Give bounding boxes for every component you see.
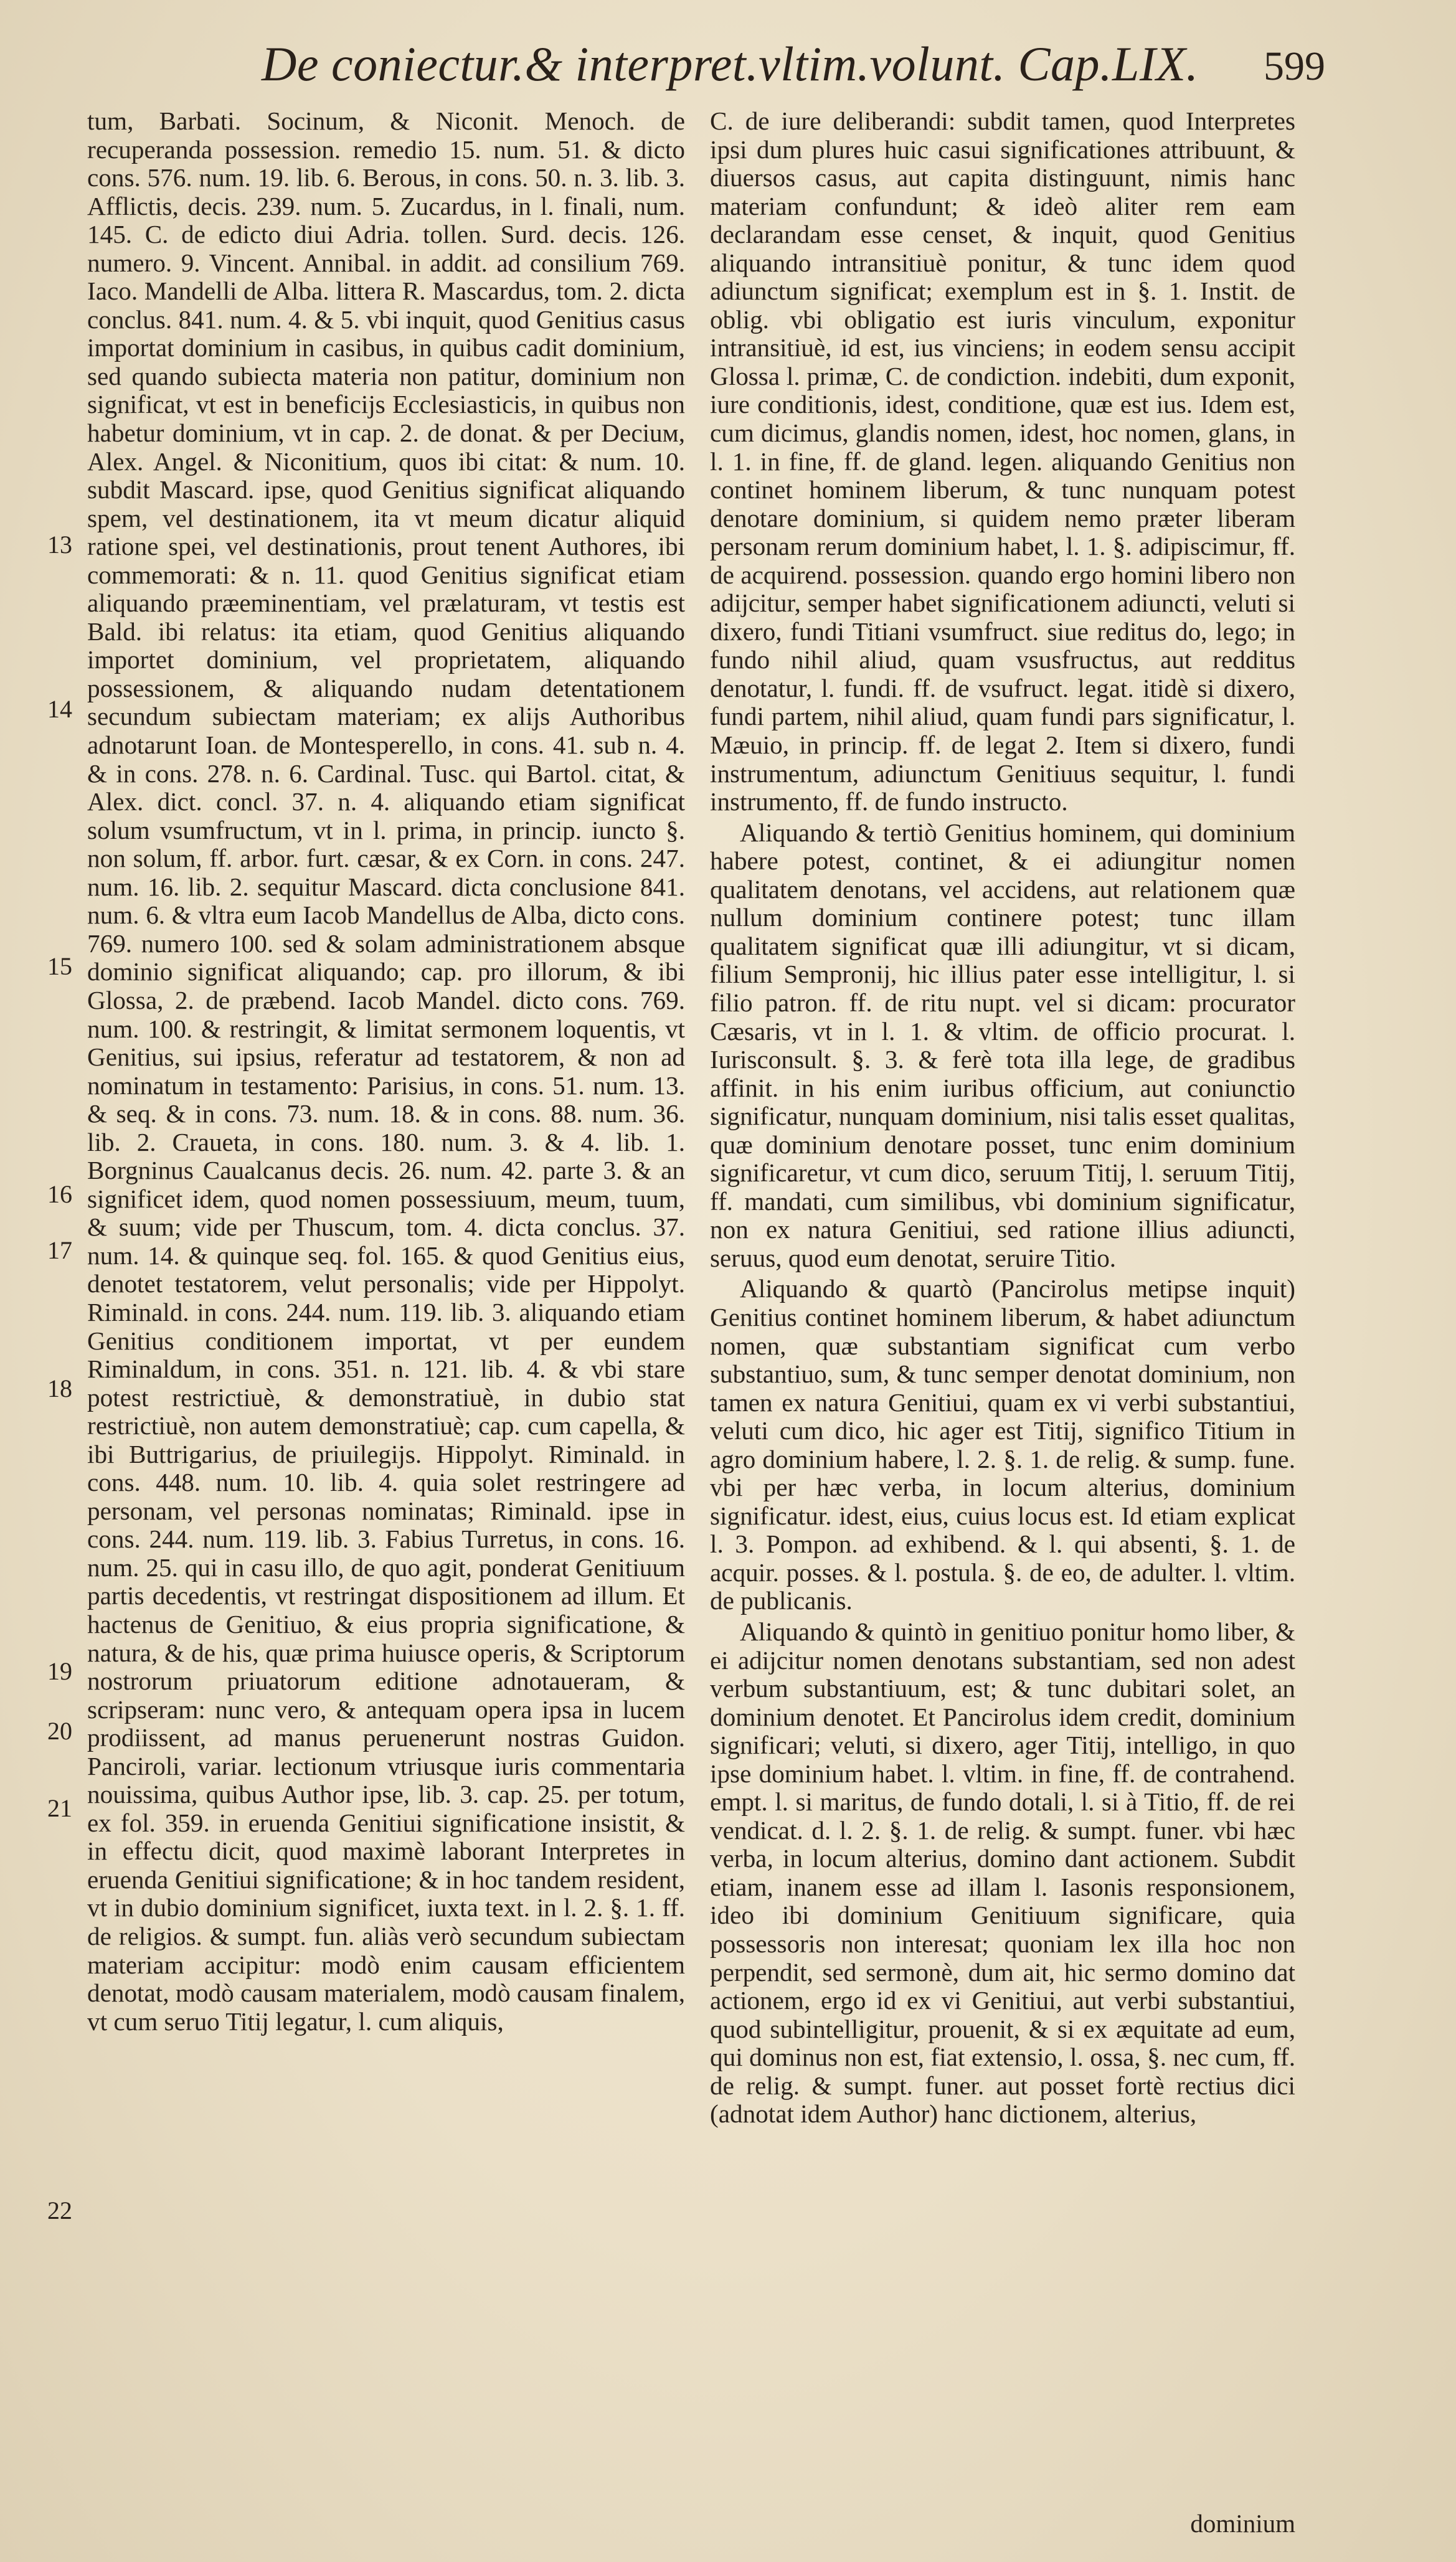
margin-number: 22 xyxy=(47,2196,72,2224)
paragraph: Aliquando & quartò (Pancirolus metipse inquit) Genitius continet hominem liberum, & habet adiunctum nomen, quæ substantiam significat cum verbo substantiuo, sum, & tunc semper denotat dominium, non tamen ex natura Genitiui, quam ex vi verbi substantiui, veluti cum dico, hic ager est Titij, significo Titium in agro dominium habere, l. 2. §. 1. de relig. & sump. fune. vbi per hæc verba, in locum alterius, dominium significatur. idest, eius, cuius locus est. Id etiam explicat l. 3. Pompon. ad exhibend. & l. qui absenti, §. 1. de acquir. posses. & l. postula. §. de eo, de adulter. l. vltim. de publicanis. xyxy=(710,1274,1295,1615)
right-column xyxy=(710,107,1295,2536)
margin-number: 20 xyxy=(47,1717,72,1745)
margin-number: 17 xyxy=(47,1236,72,1264)
margin-number: 15 xyxy=(47,952,72,980)
paragraph: C. de iure deliberandi: subdit tamen, quod Interpretes ipsi dum plures huic casui significationes attribuunt, & diuersos casus, aut capita distinguunt, nimis hanc materiam confundunt; & ideò aliter rem eam declarandam esse censet, & inquit, quod Genitius aliquando intransitiuè ponitur, & tunc idem quod adiunctum significat; exemplum est in §. 1. Instit. de oblig. vbi obligatio est iuris vinculum, exponitur intransitiuè, id est, ius vinciens; in eodem sensu accipit Glossa l. primæ, C. de condiction. indebiti, dum exponit, iure conditionis, idest, conditione, quæ est ius. Idem est, cum dicimus, glandis nomen, idest, hoc nomen, glans, in l. 1. in fine, ff. de gland. legen. aliquando Genitius non continet hominem liberum, & tunc nunquam potest denotare dominium, si quidem nemo præter liberam personam rerum dominium habet, l. 1. §. adipiscimur, ff. de acquirend. possession. quando ergo homini libero non adijcitur, semper habet significationem adiuncti, veluti si dixero, fundi Titiani vsumfruct. siue reditus do, lego; in fundo nihil aliud, quam vsusfructus, aut redditus denotatur, l. fundi. ff. de vsufruct. legat. itidè si dixero, fundi partem, nihil aliud, quam fundi pars significatur, l. Mæuio, in princip. ff. de legat 2. Item si dixero, fundi instrumentum, adiunctum Genitiuus sequitur, l. fundi instrumento, ff. de fundo instructo. xyxy=(710,107,1295,816)
margin-number: 13 xyxy=(47,531,72,559)
page-header xyxy=(262,32,1325,101)
margin-number: 16 xyxy=(47,1180,72,1208)
margin-number: 21 xyxy=(47,1794,72,1822)
margin-number: 19 xyxy=(47,1657,72,1685)
paragraph: Aliquando & quintò in genitiuo ponitur homo liber, & ei adijcitur nomen denotans substantiam, sed non adest verbum substantiuum, est; & tunc dubitari solet, an dominium denotet. Et Pancirolus idem credit, dominium significari; veluti, si dixero, ager Titij, intelligo, in quo ipse dominium habet. l. vltim. in fine, ff. de contrahend. empt. l. si maritus, de fundo dotali, l. si à Titio, ff. de rei vendicat. d. l. 2. §. 1. de relig. & sumpt. funer. vbi hæc verba, in locum alterius, domino dant actionem. Subdit etiam, inanem esse ad illam l. Iasonis responsionem, ideo ibi dominium Genitiuum significare, quia possessoris non interesat; quoniam lex illa hoc non perpendit, sed sermonè, dum ait, hic sermo domino dat actionem, ergo id ex vi Genitiui, aut verbi substantiui, quod subintelligitur, prouenit, & si ex æquitate ad eum, qui dominus non est, fiat extensio, l. ossa, §. nec cum, ff. de relig. & sumpt. funer. aut posset fortè rectius dici (adnotat idem Author) hanc dictionem, alterius, xyxy=(710,1617,1295,2129)
running-title: De coniectur.& interpret.vltim.volunt. Cap.LIX. xyxy=(262,37,1199,91)
page-number: 599 xyxy=(1264,44,1325,89)
paragraph: tum, Barbati. Socinum, & Niconit. Menoch. de recuperanda possession. remedio 15. num. 51. & dicto cons. 576. num. 19. lib. 6. Berous, in cons. 50. n. 3. lib. 3. Afflictis, decis. 239. num. 5. Zucardus, in l. finali, num. 145. C. de edicto diui Adria. tollen. Surd. decis. 126. numero. 9. Vincent. Annibal. in addit. ad consilium 769. Iaco. Mandelli de Alba. littera R. Mascardus, tom. 2. dicta conclus. 841. num. 4. & 5. vbi inquit, quod Genitius casus importat dominium in casibus, in quibus cadit dominium, sed quando subiecta materia non patitur, dominium non significat, vt est in beneficijs Ecclesiasticis, in quibus non habetur dominium, vt in cap. 2. de donat. & per Deciuм, Alex. Angel. & Niconitium, quos ibi citat: & num. 10. subdit Mascard. ipse, quod Genitius significat aliquando spem, vel destinationem, ita vt meum dicatur aliquid ratione spei, vel destinationis, prout tenent Authores, ibi commemorati: & n. 11. quod Genitius significat etiam aliquando præeminentiam, vel prælaturam, vt testis est Bald. ibi relatus: ita etiam, quod Genitius aliquando importet dominium, vel proprietatem, aliquando possessionem, & aliquando nudam detentationem secundum subiectam materiam; ex alijs Authoribus adnotarunt Ioan. de Montesperello, in cons. 41. sub n. 4. & in cons. 278. n. 6. Cardinal. Tusc. qui Bartol. citat, & Alex. dict. concl. 37. n. 4. aliquando etiam significat solum vsumfructum, vt in l. prima, in princip. iuncto §. non solum, ff. arbor. furt. cæsar, & ex Corn. in cons. 247. num. 16. lib. 2. sequitur Mascard. dicta conclusione 841. num. 6. & vltra eum Iacob Mandellus de Alba, dicto cons. 769. numero 100. sed & solam administrationem absque dominio significat aliquando; cap. pro illorum, & ibi Glossa, 2. de præbend. Iacob Mandel. dicto cons. 769. num. 100. & restringit, & limitat sermonem loquentis, vt Genitius, sui ipsius, referatur ad testatorem, & non ad nominatum in testamento: Parisius, in cons. 51. num. 13. & seq. & in cons. 73. num. 18. & in cons. 88. num. 36. lib. 2. Craueta, in cons. 180. num. 3. & 4. lib. 1. Borgninus Caualcanus decis. 26. num. 42. parte 3. & an significet idem, quod nomen possessiuum, meum, tuum, & suum; vide per Thuscum, tom. 4. dicta conclus. 37. num. 14. & quinque seq. fol. 165. & quod Genitius eius, denotet testatorem, velut personalis; vide per Hippolyt. Riminald. in cons. 244. num. 119. lib. 3. aliquando etiam Genitius conditionem importat, vt per eundem Riminaldum, in cons. 351. n. 121. lib. 4. & vbi stare potest restrictiuè, & demonstratiuè, in dubio stat restrictiuè, non autem demonstratiuè; cap. cum capella, & ibi Buttrigarius, de priuilegijs. Hippolyt. Riminald. in cons. 448. num. 10. lib. 4. quia solet restringere ad personam, vel personas nominatas; Riminald. ipse in cons. 244. num. 119. lib. 3. Fabius Turretus, in cons. 16. num. 25. qui in casu illo, de quo agit, ponderat Genitiuum partis decedentis, vt restringat dispositionem ad illum. Et hactenus de Genitiuo, & eius propria significatione, & natura, & de his, quæ prima huiusce operis, & Scriptorum nostrorum priuatorum editione adnotaueram, & scripseram: nunc vero, & antequam opera ipsa in lucem prodiissent, ad manus peruenerunt nostras Guidon. Panciroli, variar. lectionum vtriusque iuris commentaria nouissima, quibus Author ipse, lib. 3. cap. 25. per totum, ex fol. 359. in eruenda Genitiui significatione insistit, & in effectu dicit, quod maximè laborant Interpretes in eruenda Genitiui significatione; & in hoc tandem resident, vt in dubio dominium significet, iuxta text. in l. 2. §. 1. ff. de religios. & sumpt. fun. aliàs verò secundum subiectam materiam accipitur: modò enim causam efficientem denotat, modò causam materialem, modò causam finalem, vt cum seruo Titij legatur, l. cum aliquis, xyxy=(87,107,685,2036)
margin-number: 14 xyxy=(47,695,72,723)
catchword: dominium xyxy=(1190,2509,1295,2538)
margin-number: 18 xyxy=(47,1374,72,1402)
paragraph: Aliquando & tertiò Genitius hominem, qui dominium habere potest, continet, & ei adiungitur nomen qualitatem denotans, vel accidens, aut relationem quæ nullum dominium continere potest; tunc illam qualitatem significat quæ illi adiungitur, vt si dicam, filium Sempronij, hic illius pater esse intelligitur, l. si filio patron. ff. de ritu nupt. vel si dicam: procurator Cæsaris, vt in l. 1. & vltim. de officio procurat. l. Iurisconsult. §. 3. & ferè tota illa lege, de gradibus affinit. in his enim iuribus officium, aut coniunctio significatur, nunquam dominium, nisi talis esset qualitas, quæ dominium denotare posset, tunc enim dominium significaretur, vt cum dico, seruum Titij, l. seruum Titij, ff. mandati, cum similibus, vbi dominium significatur, non ex natura Genitiui, sed ratione illius adiuncti, seruus, quod eum denotat, seruire Titio. xyxy=(710,818,1295,1272)
left-column xyxy=(87,107,685,2536)
